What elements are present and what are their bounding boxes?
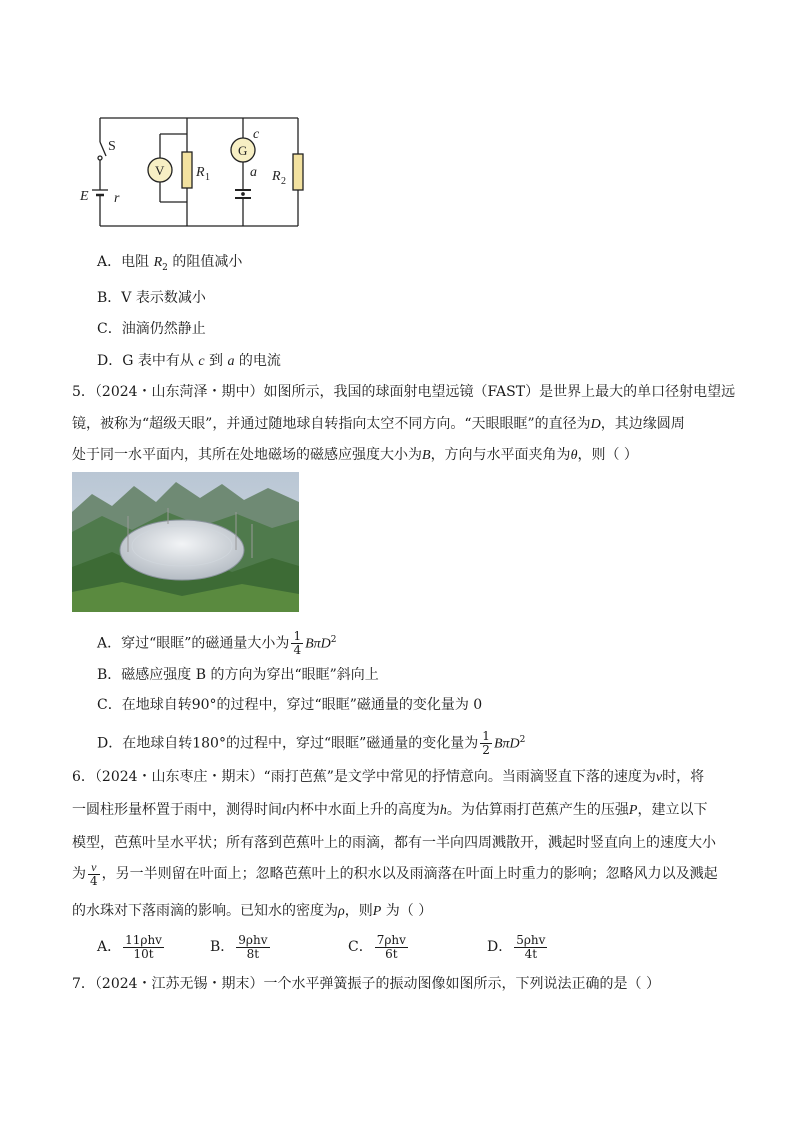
q4-option-c: C．油滴仍然静止 — [97, 321, 206, 337]
r1-subscript: 1 — [205, 172, 210, 183]
q5-line-3: 处于同一水平面内，其所在处地磁场的磁感应强度大小为B，方向与水平面夹角为θ，则（ ） — [72, 447, 638, 463]
r2-label: R — [272, 169, 281, 184]
point-c-label: c — [253, 127, 260, 142]
q6-line-2: 一圆柱形量杯置于雨中，测得时间t内杯中水面上升的高度为h。为估算雨打芭蕉产生的压强P，建立以下 — [72, 802, 708, 818]
q6-option-b: B． $\frac{\text{9ρhv}}{8t}$ — [210, 932, 268, 961]
emf-label: E — [80, 189, 89, 204]
q4-option-d: D．G 表中有从 c 到 a 的电流 — [97, 353, 281, 369]
q6-line-1: 6．（2024・山东枣庄・期末）“雨打芭蕉”是文学中常见的抒情意向。当雨滴竖直下落的速度为v时，将 — [72, 769, 705, 785]
q6-option-d: D． $\frac{\text{5ρhv}}{4t}$ — [487, 932, 546, 961]
q5-option-a: A．穿过“眼眶”的磁通量大小为 $\frac{1}{4}$ BπD$^2$ — [97, 629, 337, 658]
q4-option-b: B．V 表示数减小 — [97, 290, 206, 306]
galvanometer-label: G — [238, 143, 248, 158]
q5-line-1: 5．（2024・山东菏泽・期中）如图所示，我国的球面射电望远镜（FAST）是世界上最大的单口径射电望远 — [72, 384, 736, 400]
voltmeter-label: V — [155, 163, 165, 178]
internal-resistance-label: r — [114, 191, 120, 206]
q6-line-4: 为 $\frac{v}{4}$ ，另一半则留在叶面上；忽略芭蕉叶上的积水以及雨滴落在叶面上时重力的影响；忽略风力以及溅起 — [72, 859, 718, 888]
q6-option-c: C． $\frac{\text{7ρhv}}{6t}$ — [348, 932, 406, 961]
q5-option-c: C．在地球自转90°的过程中，穿过“眼眶”磁通量的变化量为 0 — [97, 697, 483, 713]
circuit-diagram — [72, 112, 312, 232]
q6-line-3: 模型，芭蕉叶呈水平状；所有落到芭蕉叶上的雨滴，都有一半向四周溅散开，溅起时竖直向上的速度大小 — [72, 835, 716, 851]
r2-subscript: 2 — [281, 176, 286, 187]
q5-option-b: B．磁感应强度 B 的方向为穿出“眼眶”斜向上 — [97, 667, 379, 683]
switch-label: S — [108, 139, 116, 154]
q7-line-1: 7．（2024・江苏无锡・期末）一个水平弹簧振子的振动图像如图所示，下列说法正确的是（ ） — [72, 976, 660, 992]
q4-option-a: A．电阻 $R_2$ 的阻值减小 — [97, 254, 243, 273]
fast-telescope-photo — [72, 472, 299, 612]
q5-option-d: D．在地球自转180°的过程中，穿过“眼眶”磁通量的变化量为 $\frac{1}{2}$ BπD$^2$ — [97, 729, 526, 758]
r1-label: R — [196, 165, 205, 180]
point-a-label: a — [250, 165, 257, 180]
q6-line-5: 的水珠对下落雨滴的影响。已知水的密度为ρ，则P 为（ ） — [72, 903, 433, 919]
q5-line-2: 镜，被称为“超级天眼”，并通过随地球自转指向太空不同方向。“天眼眼眶”的直径为D，其边缘圆周 — [72, 416, 685, 432]
q6-option-a: A． $\frac{\text{11ρhv}}{10t}$ — [97, 932, 162, 961]
